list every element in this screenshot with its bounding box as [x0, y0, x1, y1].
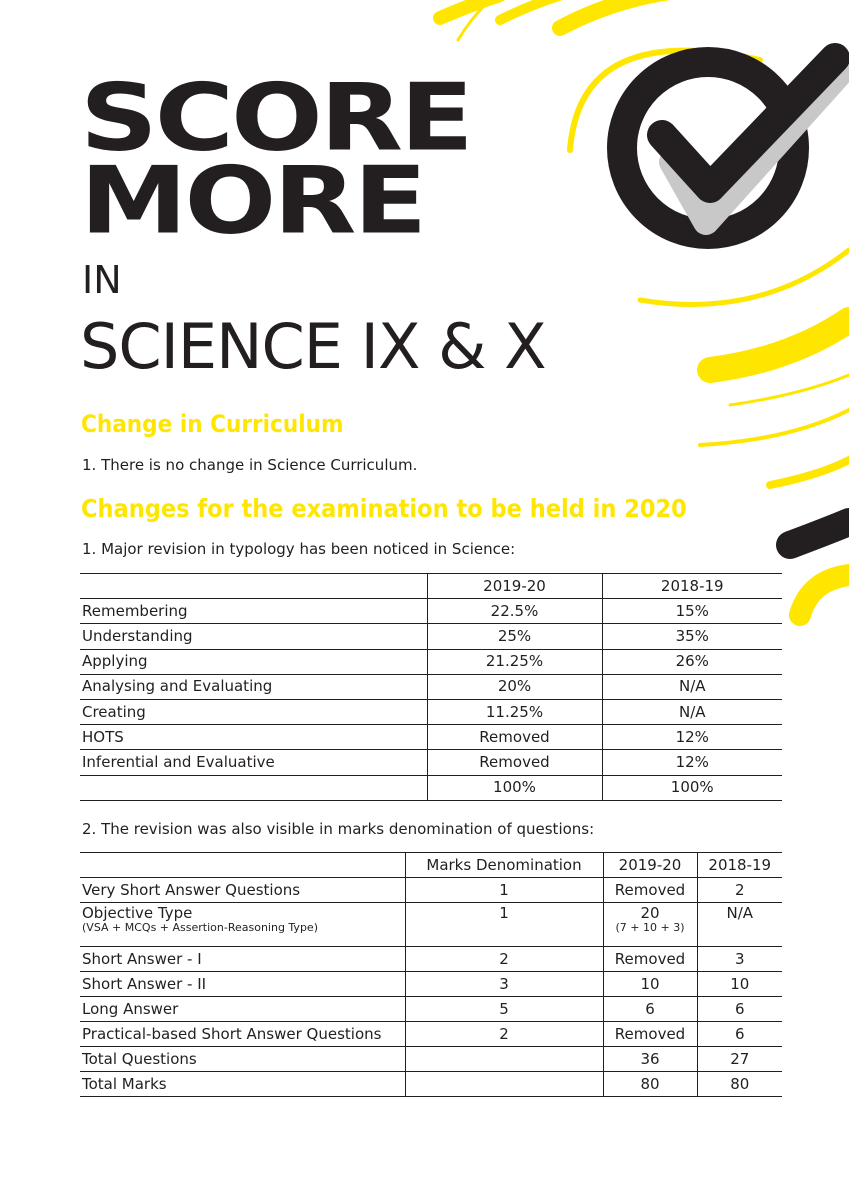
row-sublabel: (VSA + MCQs + Assertion-Reasoning Type) — [82, 921, 318, 934]
header-cell — [80, 574, 427, 599]
cell-2019-20: 11.25% — [427, 699, 602, 724]
cell-marks: 1 — [405, 878, 603, 903]
header-cell: 2018-19 — [697, 853, 782, 878]
heading-exam-changes: Changes for the examination to be held in 2020 — [81, 494, 687, 523]
cell-marks — [405, 1072, 603, 1097]
table-row — [80, 725, 782, 750]
header-cell: 2019-20 — [603, 853, 697, 878]
row-label: HOTS — [80, 725, 427, 750]
row-label: Remembering — [80, 599, 427, 624]
table-row — [80, 997, 782, 1022]
cell-2018-19: 12% — [602, 750, 782, 775]
table-row — [80, 750, 782, 775]
cell-2019-20: 100% — [427, 775, 602, 800]
cell-2019-20 — [603, 903, 697, 947]
table-row — [80, 947, 782, 972]
table-row — [80, 972, 782, 997]
header-cell: 2019-20 — [427, 574, 602, 599]
table-row — [80, 903, 782, 947]
row-label: Very Short Answer Questions — [80, 878, 405, 903]
cell-marks — [405, 1047, 603, 1072]
cell-2019-20: 36 — [603, 1047, 697, 1072]
cell-2018-19: 6 — [697, 1022, 782, 1047]
cell-2018-19: N/A — [697, 903, 782, 947]
cell-2019-20: 10 — [603, 972, 697, 997]
table-row — [80, 674, 782, 699]
table-row — [80, 1022, 782, 1047]
table-total-row — [80, 1072, 782, 1097]
cell-2019-20: Removed — [603, 947, 697, 972]
row-label: Applying — [80, 649, 427, 674]
cell-2019-20: 21.25% — [427, 649, 602, 674]
row-label: Inferential and Evaluative — [80, 750, 427, 775]
table-row — [80, 878, 782, 903]
cell-2018-19: 80 — [697, 1072, 782, 1097]
cell-2019-20: Removed — [603, 878, 697, 903]
table-row — [80, 699, 782, 724]
cell-breakdown: (7 + 10 + 3) — [615, 921, 685, 934]
row-label: Creating — [80, 699, 427, 724]
cell-2018-19: 2 — [697, 878, 782, 903]
cell-2019-20: Removed — [427, 725, 602, 750]
exam-change-point-1: 1. Major revision in typology has been noticed in Science: — [82, 540, 516, 558]
table-row — [80, 649, 782, 674]
table-total-row — [80, 1047, 782, 1072]
cell-2018-19: 100% — [602, 775, 782, 800]
cell-2019-20: 80 — [603, 1072, 697, 1097]
curriculum-point-1: 1. There is no change in Science Curriculum. — [82, 456, 418, 474]
cell-marks: 3 — [405, 972, 603, 997]
cell-2018-19: 26% — [602, 649, 782, 674]
cell-marks: 2 — [405, 1022, 603, 1047]
cell-marks: 5 — [405, 997, 603, 1022]
cell-2019-20: 25% — [427, 624, 602, 649]
cell-2018-19: 15% — [602, 599, 782, 624]
table-header-row — [80, 574, 782, 599]
cell-marks: 1 — [405, 903, 603, 947]
table-total-row — [80, 775, 782, 800]
cell-2019-20: Removed — [427, 750, 602, 775]
row-label — [80, 775, 427, 800]
cell-2018-19: 12% — [602, 725, 782, 750]
cell-2019-20: 20% — [427, 674, 602, 699]
row-label: Short Answer - I — [80, 947, 405, 972]
table-row — [80, 599, 782, 624]
row-label: Objective Type — [82, 904, 193, 922]
exam-change-point-2: 2. The revision was also visible in marks denomination of questions: — [82, 820, 595, 838]
cell-2018-19: 35% — [602, 624, 782, 649]
row-label-cell — [80, 903, 405, 947]
cell-2018-19: 3 — [697, 947, 782, 972]
cell-2018-19: N/A — [602, 674, 782, 699]
table-header-row — [80, 853, 782, 878]
title-in: IN — [82, 258, 122, 302]
cell-2018-19: N/A — [602, 699, 782, 724]
row-label: Total Questions — [80, 1047, 405, 1072]
header-cell — [80, 853, 405, 878]
cell-marks: 2 — [405, 947, 603, 972]
cell-2018-19: 27 — [697, 1047, 782, 1072]
cell-2019-20: 6 — [603, 997, 697, 1022]
header-cell: Marks Denomination — [405, 853, 603, 878]
row-label: Practical-based Short Answer Questions — [80, 1022, 405, 1047]
title-subject: SCIENCE IX & X — [80, 310, 546, 383]
checkmark-circle-icon — [622, 58, 841, 234]
cell-2019-20: Removed — [603, 1022, 697, 1047]
heading-change-in-curriculum: Change in Curriculum — [81, 410, 344, 438]
header-cell: 2018-19 — [602, 574, 782, 599]
row-label: Long Answer — [80, 997, 405, 1022]
row-label: Understanding — [80, 624, 427, 649]
table-row — [80, 624, 782, 649]
cell-2018-19: 10 — [697, 972, 782, 997]
typology-table — [80, 573, 782, 801]
row-label: Total Marks — [80, 1072, 405, 1097]
marks-denomination-table — [80, 852, 782, 1097]
cell-value: 20 — [640, 904, 660, 922]
title-more: MORE — [80, 147, 425, 255]
row-label: Short Answer - II — [80, 972, 405, 997]
title-score: SCORE — [80, 64, 471, 172]
cell-2019-20: 22.5% — [427, 599, 602, 624]
row-label: Analysing and Evaluating — [80, 674, 427, 699]
dark-swoosh-lines — [790, 522, 849, 545]
cell-2018-19: 6 — [697, 997, 782, 1022]
